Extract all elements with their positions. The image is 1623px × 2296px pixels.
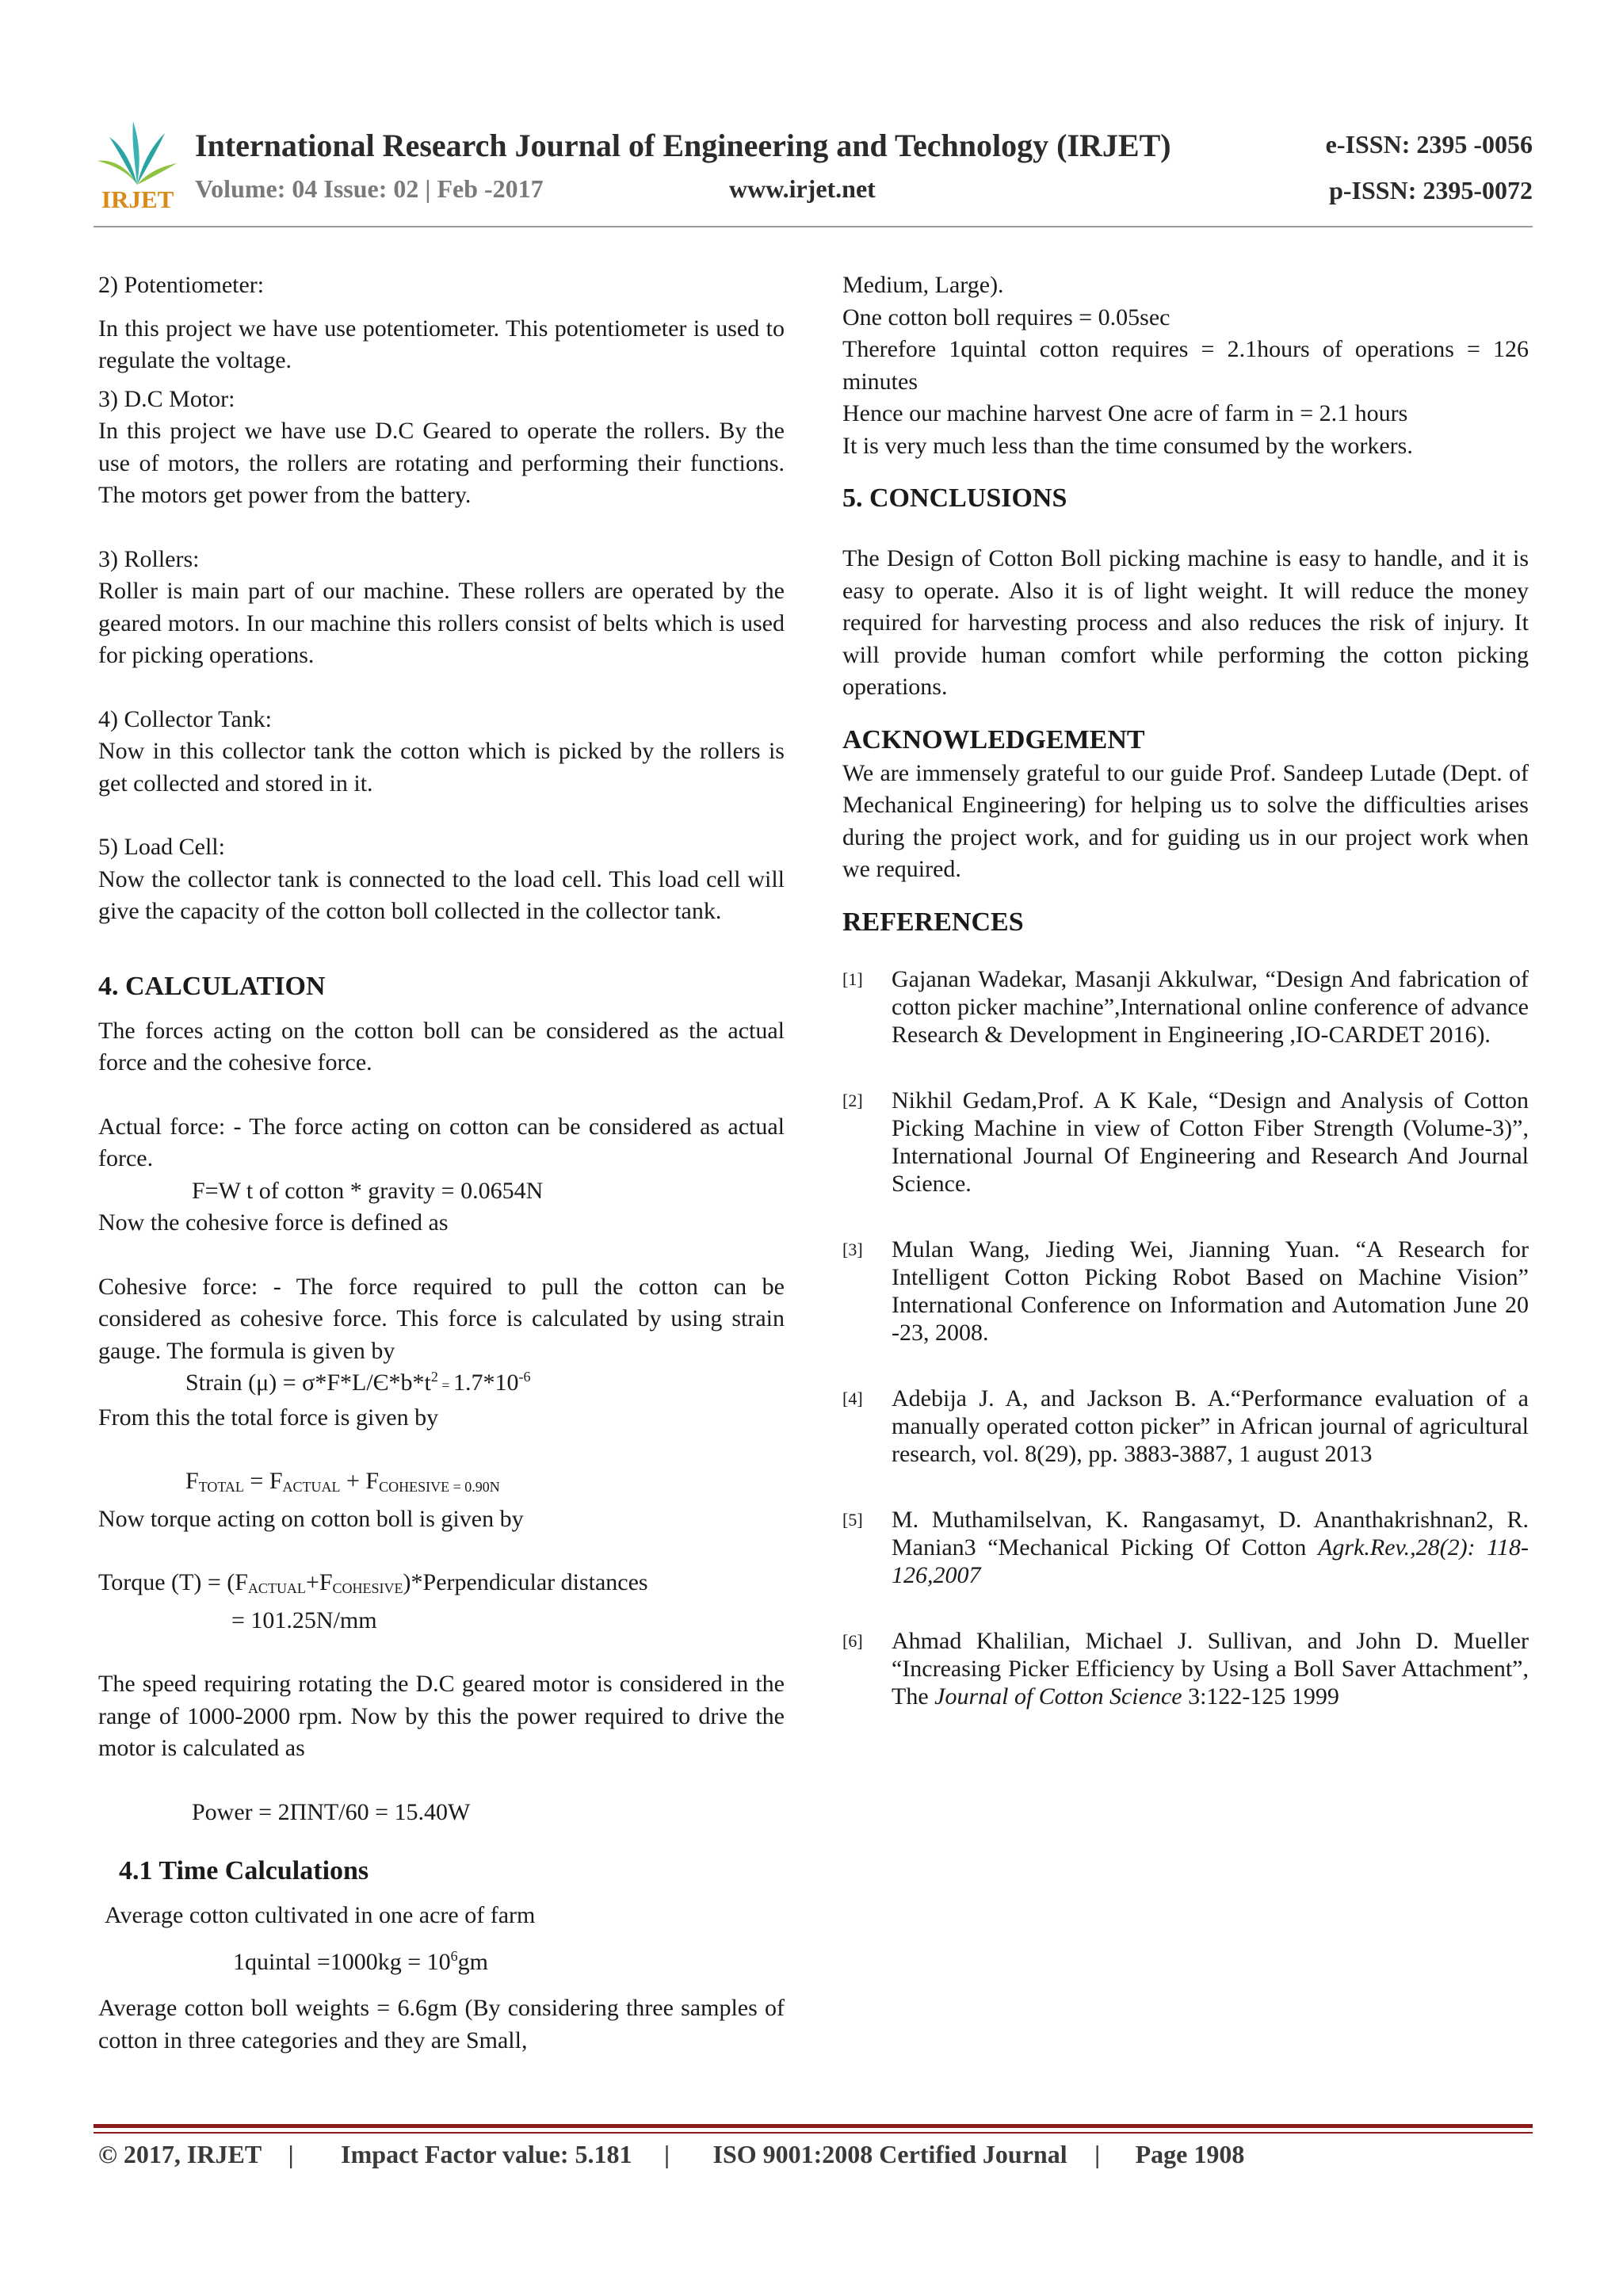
torque-formula: Torque (T) = (FACTUAL+FCOHESIVE)*Perpendicular distances: [98, 1569, 648, 1596]
potentiometer-text: In this project we have use potentiometer. This potentiometer is used to regulate the voltage.: [98, 315, 785, 373]
reference-item: [1] Gajanan Wadekar, Masanji Akkulwar, “Design And fabrication of cotton picker machine”,International online conference of advance Research & Development in Engineering ,IO-CARDET 2016).: [842, 965, 1529, 1048]
pissn: p-ISSN: 2395-0072: [1329, 176, 1533, 204]
footer-impact-factor: Impact Factor value: 5.181: [341, 2140, 632, 2168]
continuation-line: Medium, Large).: [842, 272, 1004, 298]
reference-item: [6] Ahmad Khalilian, Michael J. Sullivan, and John D. Mueller “Increasing Picker Efficiency by Using a Boll Saver Attachment”, The Journal of Cotton Science 3:122-125 1999: [842, 1627, 1529, 1710]
hence-text: Hence our machine harvest One acre of farm in = 2.1 hours: [842, 400, 1408, 426]
footer-page-number: Page 1908: [1135, 2140, 1245, 2168]
collector-tank-text: Now in this collector tank the cotton which is picked by the rollers is get collected and stored in it.: [98, 738, 785, 797]
dc-motor-text: In this project we have use D.C Geared to operate the rollers. By the use of motors, the rollers are rotating and performing their functions. The motors get power from the battery.: [98, 418, 785, 508]
page-header: [94, 111, 1533, 230]
page-footer: [98, 2140, 1244, 2169]
strain-formula: Strain $(\mu) = \sigma*F*L/Є*b*t^2 = 1.7*10^{-6}$: [185, 1369, 531, 1396]
reference-item: [5] M. Muthamilselvan, K. Rangasamyt, D. Ananthakrishnan2, R. Manian3 “Mechanical Picking Of Cotton Agrk.Rev.,28(2): 118-126,2007: [842, 1506, 1529, 1588]
footer-separator: |: [288, 2140, 294, 2168]
right-column: [842, 269, 1529, 1710]
footer-divider-thin: [94, 2132, 1533, 2134]
dc-motor-title: 3) D.C Motor:: [98, 385, 235, 412]
less-time-text: It is very much less than the time consumed by the workers.: [842, 432, 1413, 459]
potentiometer-title: 2) Potentiometer:: [98, 272, 265, 298]
footer-separator: |: [663, 2140, 670, 2168]
actual-force-text: Actual force: - The force acting on cotton can be considered as actual force.: [98, 1113, 785, 1171]
journal-website-link[interactable]: www.irjet.net: [729, 174, 876, 203]
cohesive-force-text: Cohesive force: - The force required to pull the cotton can be considered as cohesive force. This force is calculated by using strain gauge. The formula is given by: [98, 1273, 785, 1364]
eissn: e-ISSN: 2395 -0056: [1325, 130, 1533, 159]
speed-text: The speed requiring rotating the D.C geared motor is considered in the range of 1000-2000 rpm. Now by this the power required to drive the motor is calculated as: [98, 1671, 785, 1761]
load-cell-text: Now the collector tank is connected to the load cell. This load cell will give the capacity of the cotton boll collected in the collector tank.: [98, 865, 785, 924]
collector-tank-title: 4) Collector Tank:: [98, 705, 272, 732]
journal-title: International Research Journal of Engineering and Technology (IRJET): [195, 128, 1171, 163]
conclusions-heading: 5. CONCLUSIONS: [842, 483, 1067, 513]
reference-item: [4] Adebija J. A, and Jackson B. A.“Performance evaluation of a manually operated cotton picker” in African journal of agricultural research, vol. 8(29), pp. 3883-3887, 1 august 2013: [842, 1385, 1529, 1467]
therefore-text: Therefore 1quintal cotton requires = 2.1hours of operations = 126 minutes: [842, 336, 1529, 395]
one-boll-text: One cotton boll requires = 0.05sec: [842, 304, 1170, 330]
irjet-logo: [94, 117, 181, 211]
reference-item: [2] Nikhil Gedam,Prof. A K Kale, “Design and Analysis of Cotton Picking Machine in view of Cotton Fiber Strength (Volume-3)”, International Journal Of Engineering and Research And Journal Science.: [842, 1087, 1529, 1197]
cohesive-defined-text: Now the cohesive force is defined as: [98, 1209, 449, 1236]
footer-separator: |: [1094, 2140, 1101, 2168]
rollers-text: Roller is main part of our machine. These rollers are operated by the geared motors. In our machine this rollers consist of belts which is used for picking operations.: [98, 578, 785, 668]
boll-weights-text: Average cotton boll weights = 6.6gm (By considering three samples of cotton in three categories and they are Small,: [98, 1995, 785, 2053]
calculation-intro: The forces acting on the cotton boll can be considered as the actual force and the cohesive force.: [98, 1017, 785, 1075]
footer-iso: ISO 9001:2008 Certified Journal: [712, 2140, 1067, 2168]
header-divider: [94, 226, 1533, 227]
total-force-formula: FTOTAL = FACTUAL + FCOHESIVE = 0.90N: [185, 1468, 500, 1495]
left-column: [98, 269, 785, 2057]
logo-leaves-icon: [94, 117, 181, 189]
torque-value: = 101.25N/mm: [231, 1606, 377, 1633]
acknowledgement-heading: ACKNOWLEDGEMENT: [842, 724, 1145, 755]
references-heading: REFERENCES: [842, 907, 1024, 937]
logo-text: IRJET: [101, 185, 174, 213]
footer-copyright: © 2017, IRJET: [98, 2140, 262, 2168]
load-cell-title: 5) Load Cell:: [98, 834, 225, 860]
footer-divider-thick: [94, 2124, 1533, 2128]
quintal-conversion: 1quintal $=1000kg = 10^6gm$: [233, 1947, 489, 1975]
power-formula: Power = 2ΠNT/60 = 15.40W: [192, 1798, 471, 1825]
acknowledgement-text: We are immensely grateful to our guide Prof. Sandeep Lutade (Dept. of Mechanical Engineering) for helping us to solve the difficulties arises during the project work, and for guiding us in our project work when we required.: [842, 759, 1529, 882]
avg-cultivated-text: Average cotton cultivated in one acre of farm: [105, 1902, 536, 1928]
actual-force-formula: F=W t of cotton * gravity = 0.0654N: [192, 1177, 544, 1204]
rollers-title: 3) Rollers:: [98, 545, 200, 572]
time-calc-heading: 4.1 Time Calculations: [119, 1856, 369, 1885]
conclusions-text: The Design of Cotton Boll picking machine is easy to handle, and it is easy to operate. Also it is of light weight. It will reduce the money required for harvesting process and also reduces the risk of injury. It will provide human comfort while performing the cotton picking operations.: [842, 545, 1529, 700]
calculation-heading: 4. CALCULATION: [98, 971, 326, 1001]
total-force-intro: From this the total force is given by: [98, 1404, 439, 1431]
reference-item: [3] Mulan Wang, Jieding Wei, Jianning Yuan. “A Research for Intelligent Cotton Picking Robot Based on Machine Vision” International Conference on Information and Automation June 20 -23, 2008.: [842, 1236, 1529, 1346]
volume-issue: Volume: 04 Issue: 02 | Feb -2017: [195, 174, 544, 203]
torque-intro: Now torque acting on cotton boll is given by: [98, 1505, 524, 1532]
